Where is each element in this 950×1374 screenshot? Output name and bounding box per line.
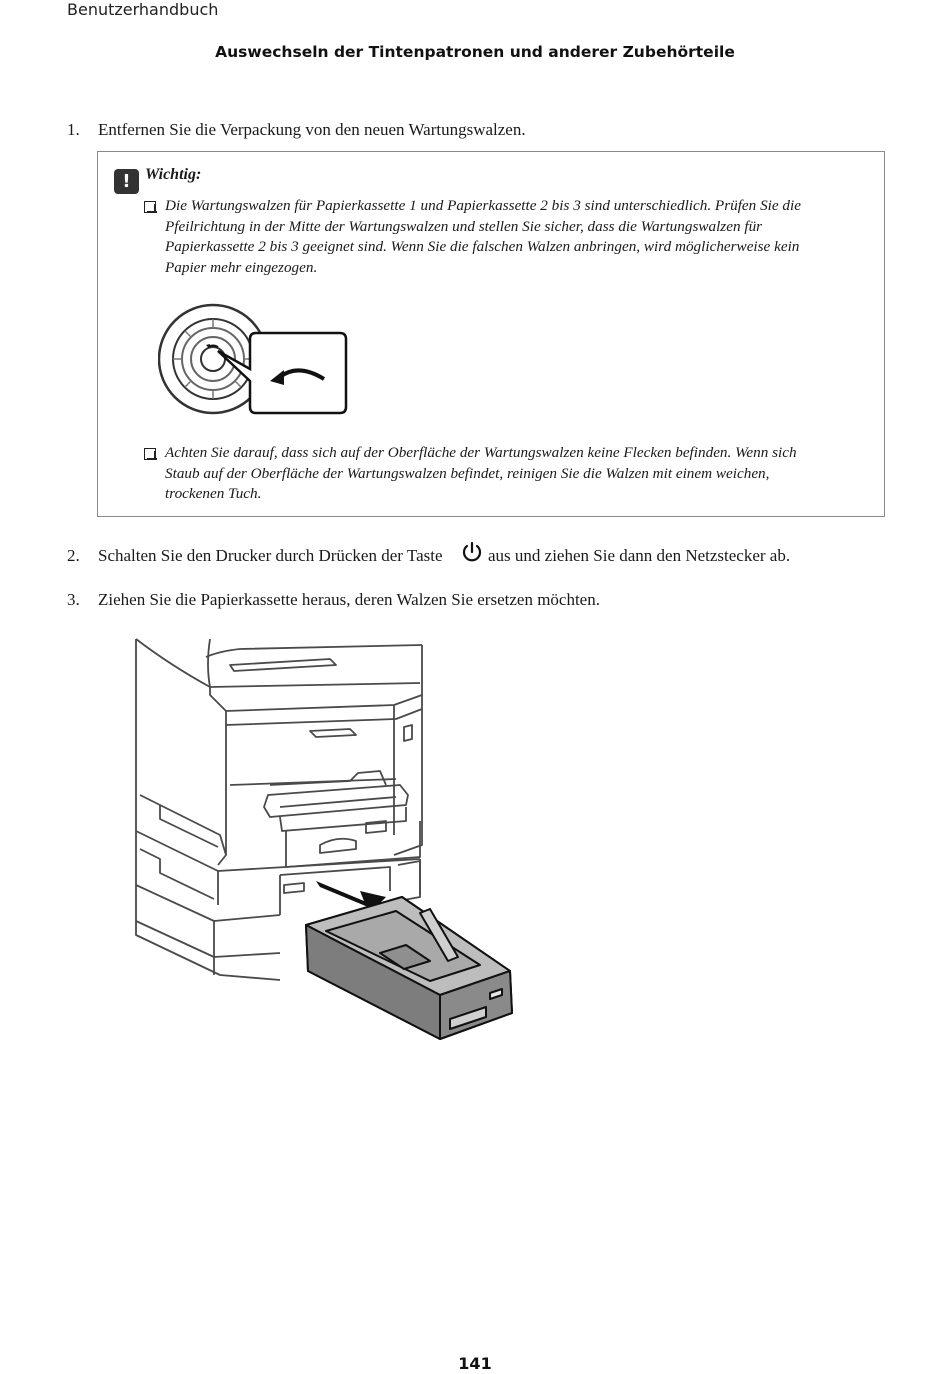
note-line: Staub auf der Oberfläche der Wartungswalzen befindet, reinigen Sie die Walzen mit einem weichen, — [165, 464, 770, 482]
step-text: Schalten Sie den Drucker durch Drücken der Taste — [98, 546, 443, 565]
note-line: Die Wartungswalzen für Papierkassette 1 und Papierkassette 2 bis 3 sind unterschiedlich. Prüfen Sie die — [165, 197, 801, 214]
printer-cassette-removal-illustration — [130, 635, 530, 1055]
page-number: 141 — [458, 1354, 492, 1373]
note-line: Papierkassette 2 bis 3 geeignet sind. Wenn Sie die falschen Walzen anbringen, wird möglicherweise kein — [165, 238, 800, 255]
checkbox-bullet-icon — [144, 448, 156, 460]
section-title: Auswechseln der Tintenpatronen und anderer Zubehörteile — [215, 43, 735, 61]
step-number: 2. — [67, 546, 80, 565]
checkbox-bullet-icon — [144, 201, 156, 213]
note-item-1 — [165, 196, 865, 278]
document-label: Benutzerhandbuch — [67, 0, 219, 19]
step-number: 3. — [67, 590, 80, 609]
step-text: aus und ziehen Sie dann den Netzstecker ab. — [488, 546, 791, 565]
note-line: Papier mehr eingezogen. — [165, 258, 318, 276]
step-text: Ziehen Sie die Papierkassette heraus, deren Walzen Sie ersetzen möchten. — [98, 590, 600, 609]
note-line: Achten Sie darauf, dass sich auf der Oberfläche der Wartungswalzen keine Flecken befinden. Wenn sich — [165, 444, 797, 461]
step-text: Entfernen Sie die Verpackung von den neuen Wartungswalzen. — [98, 120, 526, 139]
important-icon — [114, 169, 139, 194]
roller-arrow-illustration — [158, 303, 358, 419]
note-item-2 — [165, 443, 865, 505]
note-line: Pfeilrichtung in der Mitte der Wartungswalzen und stellen Sie sicher, dass die Wartungswalzen für — [165, 217, 763, 235]
note-title: Wichtig: — [145, 166, 202, 183]
step-number: 1. — [67, 120, 80, 139]
important-icon-glyph: ! — [122, 171, 131, 192]
power-icon — [461, 541, 483, 563]
note-line: trockenen Tuch. — [165, 485, 262, 502]
